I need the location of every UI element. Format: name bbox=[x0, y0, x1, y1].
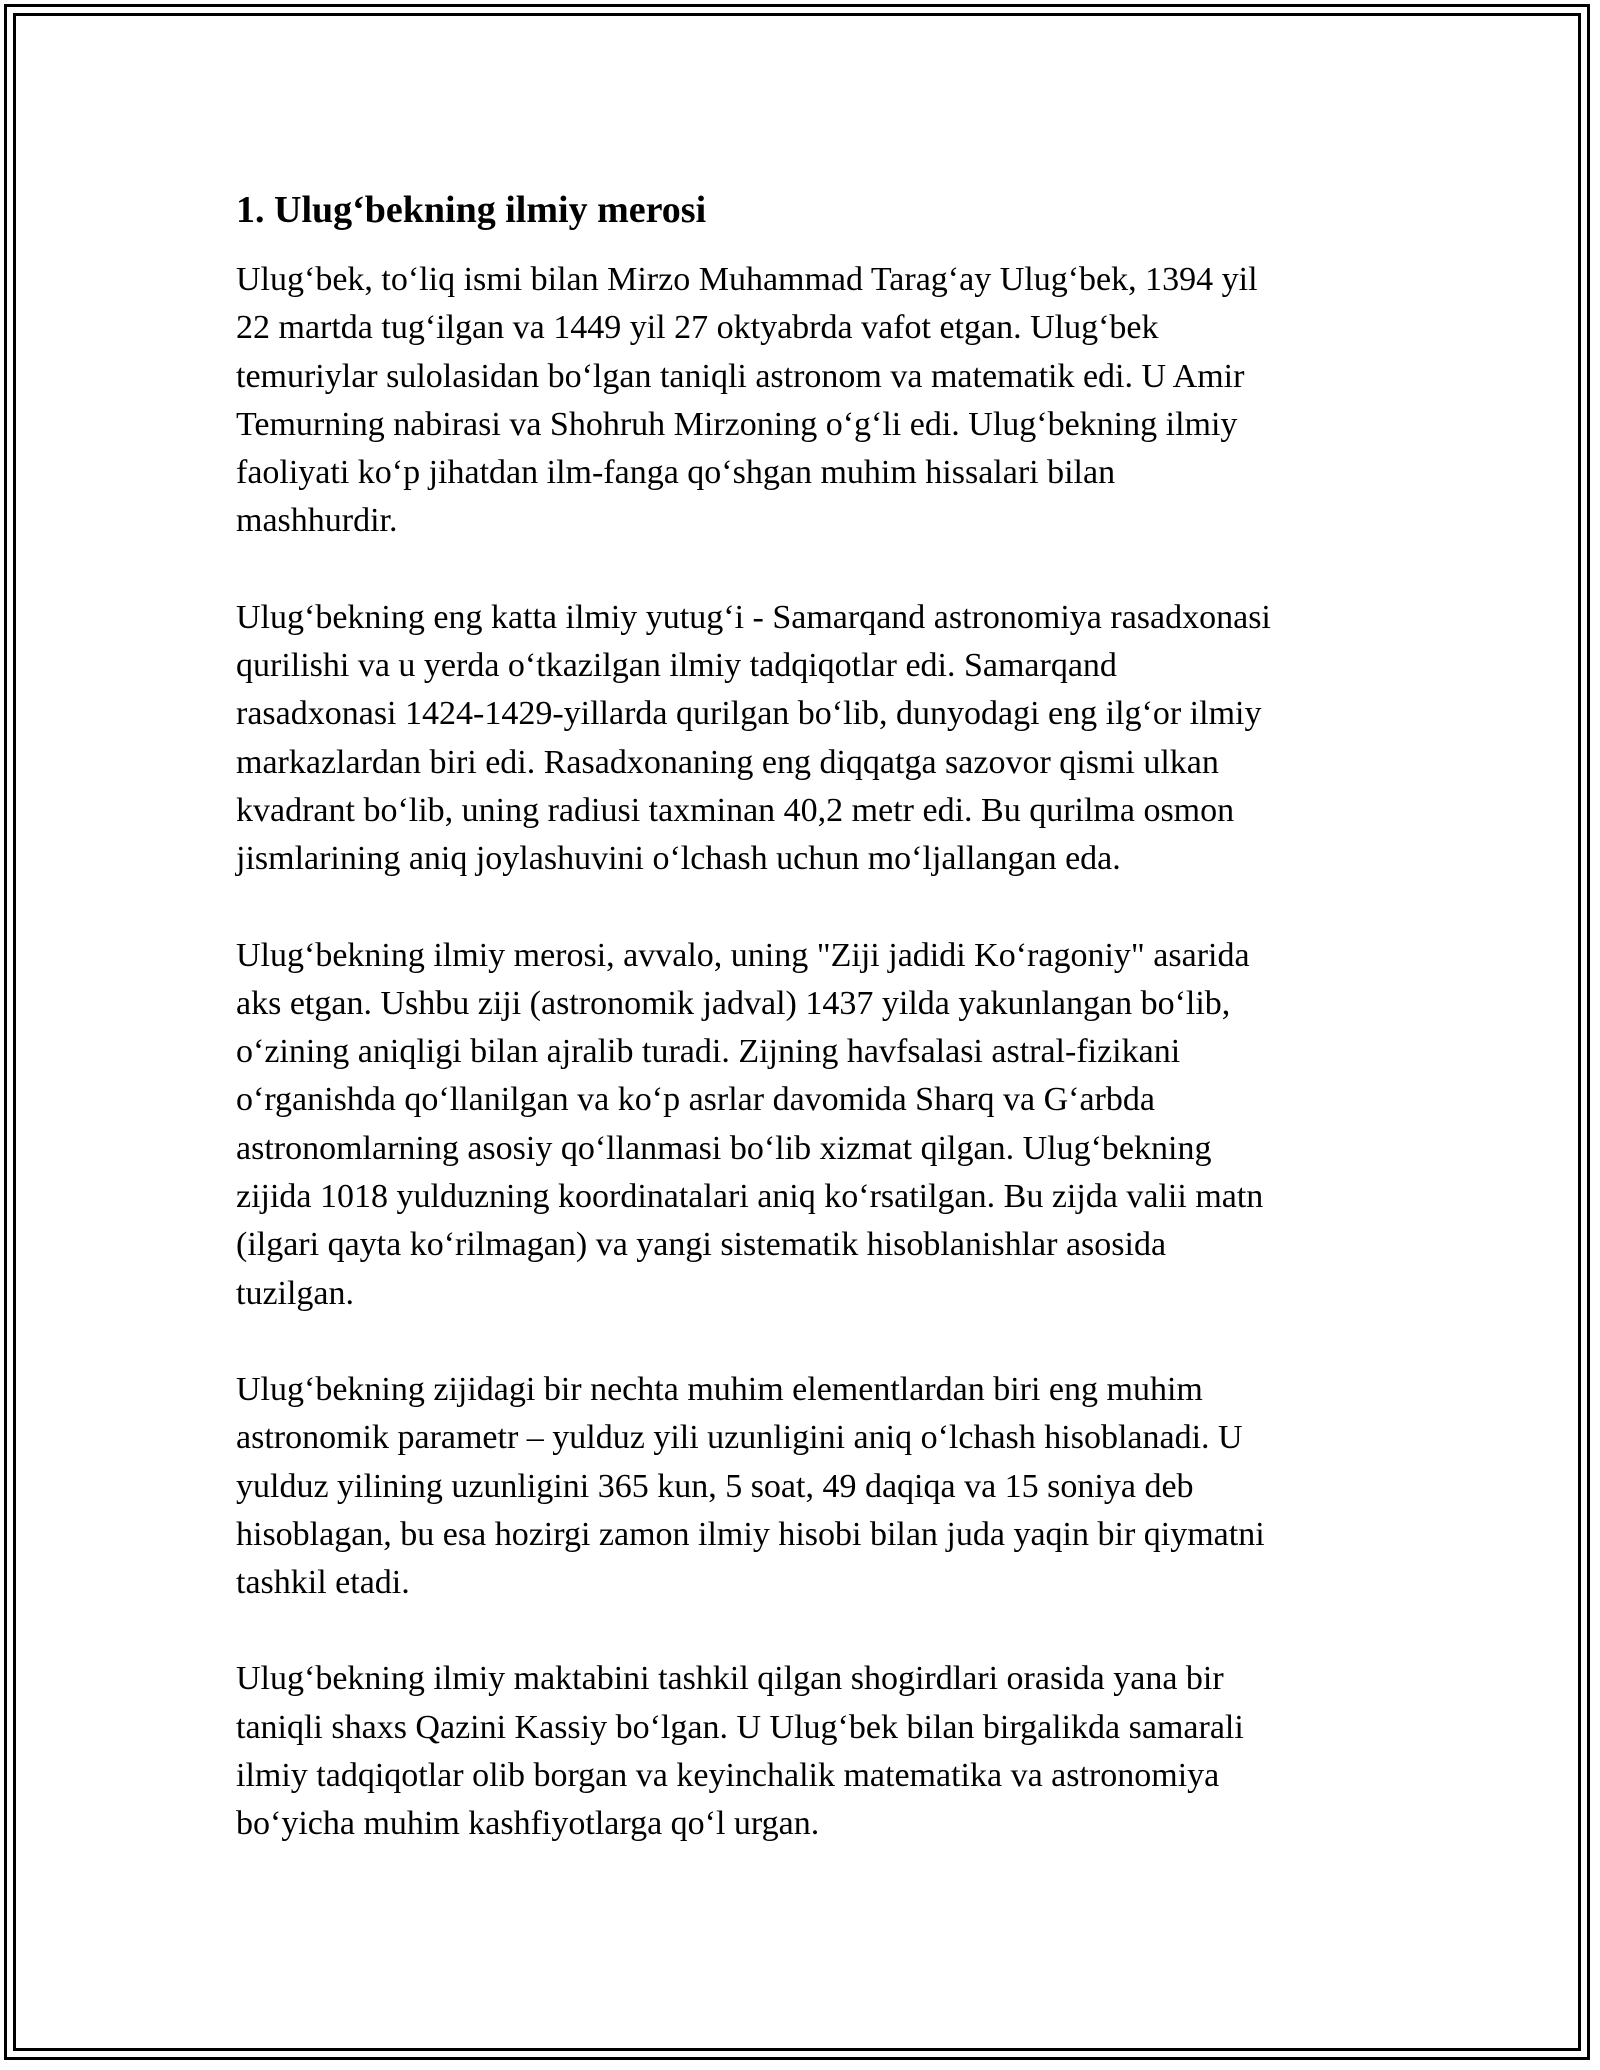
text-line: markazlardan biri edi. Rasadxonaning eng diqqatga sazovor qismi ulkan bbox=[236, 743, 1219, 781]
text-line: mashhurdir. bbox=[236, 502, 398, 540]
text-line: Ulug‘bek, to‘liq ismi bilan Mirzo Muhammad Tarag‘ay Ulug‘bek, 1394 yil bbox=[236, 261, 1258, 298]
document-body bbox=[236, 186, 1366, 1849]
text-line: temuriylar sulolasidan bo‘lgan taniqli astronom va matematik edi. U Amir bbox=[236, 357, 1245, 395]
text-line: rasadxonasi 1424-1429-yillarda qurilgan bo‘lib, dunyodagi eng ilg‘or ilmiy bbox=[236, 695, 1262, 733]
text-line: zijida 1018 yulduzning koordinatalari aniq ko‘rsatilgan. Bu zijda valii matn bbox=[236, 1178, 1264, 1216]
text-line: astronomlarning asosiy qo‘llanmasi bo‘lib xizmat qilgan. Ulug‘bekning bbox=[236, 1129, 1212, 1167]
paragraph-4 bbox=[236, 1366, 1366, 1607]
document-title: 1. Ulug‘bekning ilmiy merosi bbox=[236, 189, 707, 231]
paragraph-3 bbox=[236, 932, 1366, 1318]
text-line: Ulug‘bekning ilmiy merosi, avvalo, uning "Ziji jadidi Ko‘ragoniy" asarida bbox=[236, 936, 1250, 974]
text-line: 22 martda tug‘ilgan va 1449 yil 27 oktyabrda vafot etgan. Ulug‘bek bbox=[236, 309, 1159, 347]
paragraph-1 bbox=[236, 256, 1366, 546]
text-line: Ulug‘bekning ilmiy maktabini tashkil qilgan shogirdlari orasida yana bir bbox=[236, 1660, 1224, 1698]
paragraph-2 bbox=[236, 594, 1366, 884]
text-line: faoliyati ko‘p jihatdan ilm-fanga qo‘shgan muhim hissalari bilan bbox=[236, 454, 1116, 492]
text-line: tashkil etadi. bbox=[236, 1564, 410, 1602]
text-line: taniqli shaxs Qazini Kassiy bo‘lgan. U Ulug‘bek bilan birgalikda samarali bbox=[236, 1708, 1244, 1746]
paragraph-5 bbox=[236, 1655, 1366, 1848]
text-line: tuzilgan. bbox=[236, 1274, 355, 1312]
text-line: ilmiy tadqiqotlar olib borgan va keyinchalik matematika va astronomiya bbox=[236, 1757, 1220, 1795]
text-line: o‘rganishda qo‘llanilgan va ko‘p asrlar davomida Sharq va G‘arbda bbox=[236, 1081, 1155, 1119]
text-line: kvadrant bo‘lib, uning radiusi taxminan 40,2 metr edi. Bu qurilma osmon bbox=[236, 791, 1235, 829]
text-line: Ulug‘bekning zijidagi bir nechta muhim elementlardan biri eng muhim bbox=[236, 1370, 1203, 1408]
text-line: jismlarining aniq joylashuvini o‘lchash uchun mo‘ljallangan eda. bbox=[236, 840, 1121, 878]
text-line: hisoblagan, bu esa hozirgi zamon ilmiy hisobi bilan juda yaqin bir qiymatni bbox=[236, 1515, 1265, 1553]
text-line: aks etgan. Ushbu ziji (astronomik jadval) 1437 yilda yakunlangan bo‘lib, bbox=[236, 984, 1231, 1022]
text-line: Temurning nabirasi va Shohruh Mirzoning o‘g‘li edi. Ulug‘bekning ilmiy bbox=[236, 405, 1238, 443]
text-line: yulduz yilining uzunligini 365 kun, 5 soat, 49 daqiqa va 15 soniya deb bbox=[236, 1467, 1194, 1505]
text-line: (ilgari qayta ko‘rilmagan) va yangi sistematik hisoblanishlar asosida bbox=[236, 1226, 1167, 1264]
text-line: Ulug‘bekning eng katta ilmiy yutug‘i - Samarqand astronomiya rasadxonasi bbox=[236, 598, 1271, 636]
text-line: astronomik parametr – yulduz yili uzunligini aniq o‘lchash hisoblanadi. U bbox=[236, 1419, 1243, 1457]
text-line: o‘zining aniqligi bilan ajralib turadi. Zijning havfsalasi astral-fizikani bbox=[236, 1033, 1181, 1071]
text-line: bo‘yicha muhim kashfiyotlarga qo‘l urgan. bbox=[236, 1805, 820, 1843]
text-line: qurilishi va u yerda o‘tkazilgan ilmiy tadqiqotlar edi. Samarqand bbox=[236, 647, 1117, 685]
